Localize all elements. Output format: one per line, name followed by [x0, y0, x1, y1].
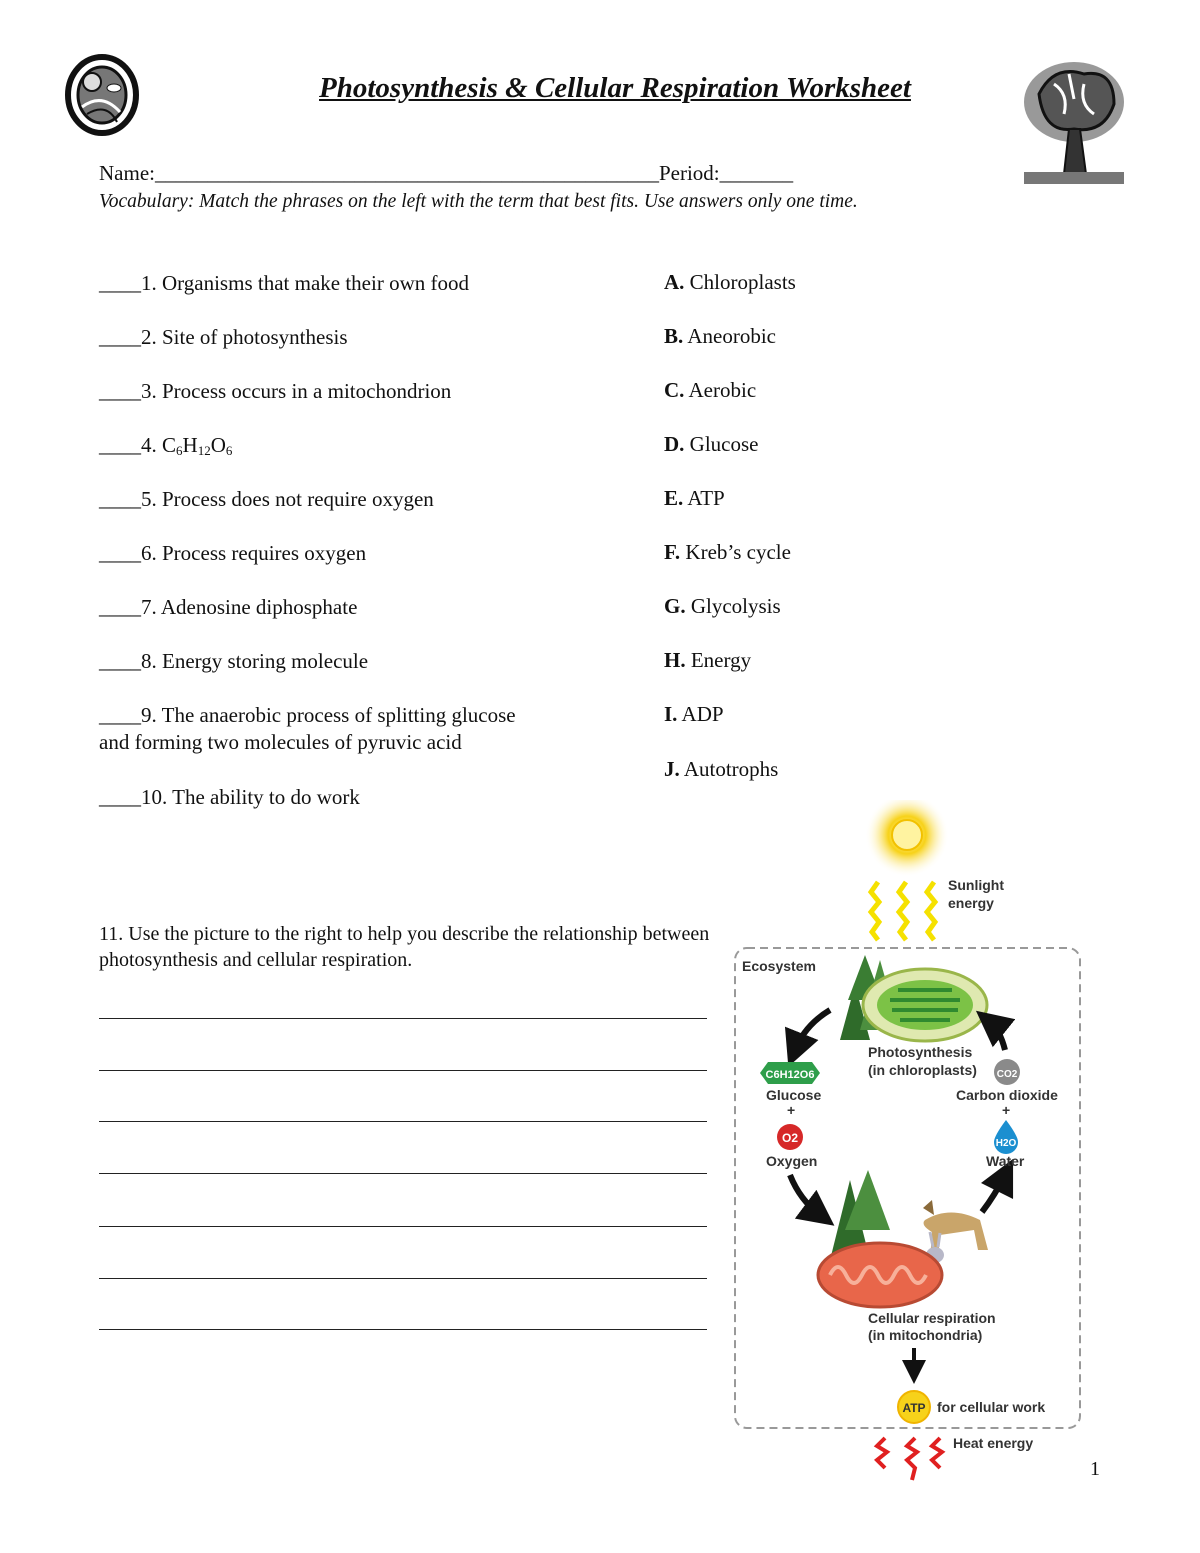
in-mitochondria-label: (in mitochondria) — [868, 1327, 983, 1343]
answer-blank[interactable]: ____ — [99, 433, 141, 457]
arrow-icon — [990, 1022, 1005, 1050]
ecosystem-label: Ecosystem — [742, 958, 816, 974]
answer-option: D. Glucose — [664, 432, 759, 456]
answer-option: C. Aerobic — [664, 378, 757, 402]
period-blank[interactable]: _______ — [719, 161, 794, 185]
answer-line[interactable] — [99, 1121, 707, 1122]
sunlight-label: Sunlight — [948, 877, 1004, 893]
question-text: 5. Process does not require oxygen — [141, 487, 434, 511]
question-3 — [99, 378, 451, 405]
answer-blank[interactable]: ____ — [99, 595, 141, 619]
question-text-cont: and forming two molecules of pyruvic acid — [99, 730, 462, 754]
question-1 — [99, 270, 469, 297]
answer-blank[interactable]: ____ — [99, 541, 141, 565]
question-text: 1. Organisms that make their own food — [141, 271, 469, 295]
answer-option: B. Aneorobic — [664, 324, 776, 348]
svg-text:O2: O2 — [781, 1131, 799, 1145]
question-text: 7. Adenosine diphosphate — [141, 595, 358, 619]
in-chloroplasts-label: (in chloroplasts) — [868, 1062, 977, 1078]
answer-option: J. Autotrophs — [664, 757, 779, 781]
answer-line[interactable] — [99, 1173, 707, 1174]
question-7 — [99, 594, 357, 621]
answer-line[interactable] — [99, 1070, 707, 1071]
answer-blank[interactable]: ____ — [99, 487, 141, 511]
sunlight-rays-icon — [871, 882, 935, 940]
answer-blank[interactable]: ____ — [99, 379, 141, 403]
answer-line[interactable] — [99, 1226, 707, 1227]
answer-option: G. Glycolysis — [664, 594, 781, 618]
answer-option: E. ATP — [664, 486, 725, 510]
answer-option: A. Chloroplasts — [664, 270, 796, 294]
question-4 — [99, 432, 232, 464]
co2-badge-icon — [994, 1059, 1020, 1085]
question-8 — [99, 648, 368, 675]
arrow-icon — [982, 1175, 1005, 1212]
question-text: 3. Process occurs in a mitochondrion — [141, 379, 452, 403]
glucose-badge-icon — [760, 1062, 820, 1084]
heat-icon — [877, 1438, 942, 1480]
question-6 — [99, 540, 366, 567]
page-title: Photosynthesis & Cellular Respiration Worksheet — [319, 72, 911, 104]
cellular-respiration-label: Cellular respiration — [868, 1310, 996, 1326]
question-2 — [99, 324, 348, 351]
name-period-line — [99, 161, 793, 186]
energy-label: energy — [948, 895, 994, 911]
page-number: 1 — [1090, 1458, 1100, 1480]
name-label: Name: — [99, 161, 155, 185]
arrow-icon — [790, 1175, 820, 1215]
oxygen-badge-icon — [777, 1124, 803, 1150]
water-badge-icon — [994, 1120, 1018, 1154]
heat-energy-label: Heat energy — [953, 1435, 1034, 1451]
name-blank[interactable]: ________________________________________________ — [154, 161, 659, 185]
answer-line[interactable] — [99, 1329, 707, 1330]
question-5 — [99, 486, 434, 513]
question-11: 11. Use the picture to the right to help you describe the relationship between photosynthesis and cellular respiration. — [99, 923, 710, 971]
chloroplast-icon — [863, 969, 987, 1041]
arrow-icon — [795, 1010, 830, 1050]
svg-text:ATP: ATP — [902, 1401, 926, 1415]
svg-text:H2O: H2O — [995, 1138, 1017, 1149]
instructions: Vocabulary: Match the phrases on the left with the term that best fits. Use answers only one time. — [99, 191, 858, 212]
question-text: 6. Process requires oxygen — [141, 541, 367, 565]
answer-line[interactable] — [99, 1278, 707, 1279]
plus-sign: + — [1002, 1102, 1011, 1118]
water-label: Water — [986, 1153, 1025, 1169]
for-cellular-work-label: for cellular work — [937, 1399, 1046, 1415]
answer-blank[interactable]: ____ — [99, 785, 141, 809]
answer-blank[interactable]: ____ — [99, 703, 141, 727]
answer-blank[interactable]: ____ — [99, 271, 141, 295]
question-text: 9. The anaerobic process of splitting glucose — [141, 703, 516, 727]
mitochondrion-icon — [818, 1243, 942, 1307]
svg-text:CO2: CO2 — [996, 1069, 1018, 1080]
question-9 — [99, 702, 516, 756]
glucose-label: Glucose — [766, 1087, 822, 1103]
answer-option: I. ADP — [664, 702, 724, 726]
question-formula: 4. $C_6H_{12}O_6$ — [141, 433, 233, 458]
photosynthesis-label: Photosynthesis — [868, 1044, 973, 1060]
oxygen-label: Oxygen — [766, 1153, 818, 1169]
question-text: 8. Energy storing molecule — [141, 649, 369, 673]
answer-option: F. Kreb’s cycle — [664, 540, 791, 564]
answer-line[interactable] — [99, 1018, 707, 1019]
question-text: 10. The ability to do work — [141, 785, 360, 809]
sun-icon — [865, 800, 949, 877]
question-10 — [99, 784, 360, 811]
answer-blank[interactable]: ____ — [99, 325, 141, 349]
carbon-dioxide-label: Carbon dioxide — [956, 1087, 1058, 1103]
svg-text:C6H12O6: C6H12O6 — [765, 1069, 815, 1081]
answer-option: H. Energy — [664, 648, 752, 672]
answer-blank[interactable]: ____ — [99, 649, 141, 673]
plus-sign: + — [787, 1102, 796, 1118]
ecosystem-diagram — [720, 800, 1100, 1490]
atp-badge-icon — [898, 1391, 930, 1423]
question-text: 2. Site of photosynthesis — [141, 325, 348, 349]
period-label: Period: — [658, 161, 720, 185]
